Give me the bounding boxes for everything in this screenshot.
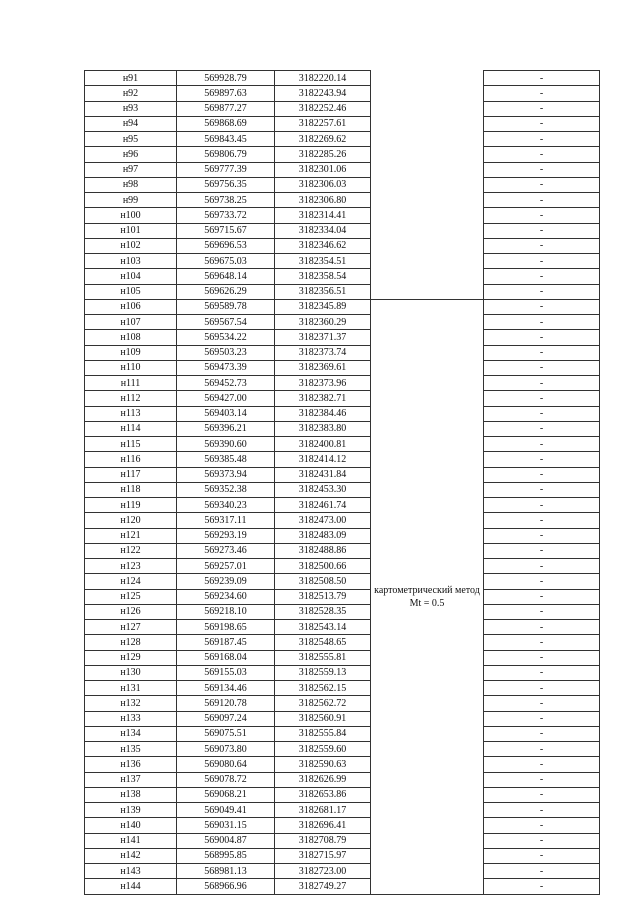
point-name-cell: н139	[85, 803, 177, 818]
point-name-cell: н138	[85, 787, 177, 802]
x-coordinate-cell: 568981.13	[177, 864, 275, 879]
point-name-cell: н128	[85, 635, 177, 650]
point-name-cell: н140	[85, 818, 177, 833]
x-coordinate-cell: 569078.72	[177, 772, 275, 787]
y-coordinate-cell: 3182383.80	[275, 421, 371, 436]
point-name-cell: н122	[85, 543, 177, 558]
x-coordinate-cell: 569452.73	[177, 376, 275, 391]
y-coordinate-cell: 3182334.04	[275, 223, 371, 238]
description-cell: -	[484, 132, 600, 147]
y-coordinate-cell: 3182354.51	[275, 254, 371, 269]
table-row	[85, 437, 600, 452]
x-coordinate-cell: 569567.54	[177, 315, 275, 330]
table-row	[85, 421, 600, 436]
y-coordinate-cell: 3182681.17	[275, 803, 371, 818]
point-name-cell: н131	[85, 681, 177, 696]
table-row	[85, 223, 600, 238]
point-name-cell: н130	[85, 665, 177, 680]
x-coordinate-cell: 569317.11	[177, 513, 275, 528]
table-row	[85, 132, 600, 147]
description-cell: -	[484, 437, 600, 452]
table-row	[85, 467, 600, 482]
method-cell-empty	[371, 132, 484, 147]
description-cell: -	[484, 787, 600, 802]
description-cell: -	[484, 559, 600, 574]
point-name-cell: н121	[85, 528, 177, 543]
x-coordinate-cell: 569049.41	[177, 803, 275, 818]
table-row	[85, 696, 600, 711]
description-cell: -	[484, 879, 600, 894]
table-row	[85, 681, 600, 696]
y-coordinate-cell: 3182483.09	[275, 528, 371, 543]
method-cell-empty	[371, 162, 484, 177]
point-name-cell: н103	[85, 254, 177, 269]
description-cell: -	[484, 803, 600, 818]
x-coordinate-cell: 569198.65	[177, 620, 275, 635]
description-cell: -	[484, 452, 600, 467]
description-cell: -	[484, 574, 600, 589]
table-row	[85, 604, 600, 619]
description-cell: -	[484, 650, 600, 665]
coordinates-sheet	[84, 70, 600, 895]
point-name-cell: н99	[85, 193, 177, 208]
y-coordinate-cell: 3182220.14	[275, 71, 371, 86]
y-coordinate-cell: 3182356.51	[275, 284, 371, 299]
description-cell: -	[484, 315, 600, 330]
description-cell: -	[484, 376, 600, 391]
point-name-cell: н134	[85, 726, 177, 741]
point-name-cell: н143	[85, 864, 177, 879]
description-cell: -	[484, 208, 600, 223]
y-coordinate-cell: 3182562.15	[275, 681, 371, 696]
x-coordinate-cell: 569155.03	[177, 665, 275, 680]
point-name-cell: н127	[85, 620, 177, 635]
x-coordinate-cell: 569626.29	[177, 284, 275, 299]
table-row	[85, 86, 600, 101]
y-coordinate-cell: 3182369.61	[275, 360, 371, 375]
x-coordinate-cell: 569004.87	[177, 833, 275, 848]
point-name-cell: н109	[85, 345, 177, 360]
point-name-cell: н135	[85, 742, 177, 757]
table-row	[85, 177, 600, 192]
method-cell-empty	[371, 147, 484, 162]
table-row	[85, 376, 600, 391]
point-name-cell: н111	[85, 376, 177, 391]
point-name-cell: н104	[85, 269, 177, 284]
description-cell: -	[484, 864, 600, 879]
point-name-cell: н113	[85, 406, 177, 421]
x-coordinate-cell: 569134.46	[177, 681, 275, 696]
x-coordinate-cell: 569120.78	[177, 696, 275, 711]
y-coordinate-cell: 3182626.99	[275, 772, 371, 787]
y-coordinate-cell: 3182314.41	[275, 208, 371, 223]
description-cell: -	[484, 589, 600, 604]
y-coordinate-cell: 3182562.72	[275, 696, 371, 711]
x-coordinate-cell: 569733.72	[177, 208, 275, 223]
table-row	[85, 650, 600, 665]
point-name-cell: н114	[85, 421, 177, 436]
description-cell: -	[484, 223, 600, 238]
point-name-cell: н95	[85, 132, 177, 147]
description-cell: -	[484, 86, 600, 101]
description-cell: -	[484, 345, 600, 360]
description-cell: -	[484, 162, 600, 177]
y-coordinate-cell: 3182513.79	[275, 589, 371, 604]
description-cell: -	[484, 330, 600, 345]
description-cell: -	[484, 711, 600, 726]
y-coordinate-cell: 3182346.62	[275, 238, 371, 253]
point-name-cell: н92	[85, 86, 177, 101]
table-row	[85, 330, 600, 345]
point-name-cell: н106	[85, 299, 177, 314]
point-name-cell: н136	[85, 757, 177, 772]
y-coordinate-cell: 3182590.63	[275, 757, 371, 772]
x-coordinate-cell: 569648.14	[177, 269, 275, 284]
table-row	[85, 116, 600, 131]
y-coordinate-cell: 3182400.81	[275, 437, 371, 452]
description-cell: -	[484, 147, 600, 162]
point-name-cell: н123	[85, 559, 177, 574]
description-cell: -	[484, 742, 600, 757]
point-name-cell: н137	[85, 772, 177, 787]
y-coordinate-cell: 3182257.61	[275, 116, 371, 131]
description-cell: -	[484, 818, 600, 833]
description-cell: -	[484, 238, 600, 253]
point-name-cell: н102	[85, 238, 177, 253]
description-cell: -	[484, 848, 600, 863]
method-cell-empty	[371, 193, 484, 208]
y-coordinate-cell: 3182473.00	[275, 513, 371, 528]
description-cell: -	[484, 482, 600, 497]
y-coordinate-cell: 3182306.03	[275, 177, 371, 192]
table-row	[85, 71, 600, 86]
description-cell: -	[484, 406, 600, 421]
table-row	[85, 269, 600, 284]
y-coordinate-cell: 3182360.29	[275, 315, 371, 330]
table-row	[85, 193, 600, 208]
x-coordinate-cell: 569589.78	[177, 299, 275, 314]
table-row	[85, 482, 600, 497]
description-cell: -	[484, 193, 600, 208]
y-coordinate-cell: 3182269.62	[275, 132, 371, 147]
x-coordinate-cell: 569777.39	[177, 162, 275, 177]
description-cell: -	[484, 177, 600, 192]
x-coordinate-cell: 569396.21	[177, 421, 275, 436]
table-row	[85, 848, 600, 863]
y-coordinate-cell: 3182560.91	[275, 711, 371, 726]
table-row	[85, 757, 600, 772]
point-name-cell: н91	[85, 71, 177, 86]
x-coordinate-cell: 569218.10	[177, 604, 275, 619]
y-coordinate-cell: 3182373.74	[275, 345, 371, 360]
coordinates-table-body	[85, 71, 600, 895]
table-row	[85, 238, 600, 253]
point-name-cell: н144	[85, 879, 177, 894]
description-cell: -	[484, 726, 600, 741]
table-row	[85, 528, 600, 543]
description-cell: -	[484, 421, 600, 436]
table-row	[85, 452, 600, 467]
point-name-cell: н105	[85, 284, 177, 299]
table-row	[85, 543, 600, 558]
y-coordinate-cell: 3182461.74	[275, 498, 371, 513]
x-coordinate-cell: 569073.80	[177, 742, 275, 757]
description-cell: -	[484, 360, 600, 375]
table-row	[85, 254, 600, 269]
x-coordinate-cell: 569239.09	[177, 574, 275, 589]
coordinates-table	[84, 70, 600, 895]
description-cell: -	[484, 254, 600, 269]
x-coordinate-cell: 569273.46	[177, 543, 275, 558]
method-cell-empty	[371, 238, 484, 253]
table-row	[85, 559, 600, 574]
point-name-cell: н101	[85, 223, 177, 238]
x-coordinate-cell: 568995.85	[177, 848, 275, 863]
description-cell: -	[484, 620, 600, 635]
x-coordinate-cell: 569806.79	[177, 147, 275, 162]
y-coordinate-cell: 3182358.54	[275, 269, 371, 284]
table-row	[85, 513, 600, 528]
y-coordinate-cell: 3182371.37	[275, 330, 371, 345]
point-name-cell: н141	[85, 833, 177, 848]
y-coordinate-cell: 3182559.13	[275, 665, 371, 680]
y-coordinate-cell: 3182306.80	[275, 193, 371, 208]
table-row	[85, 635, 600, 650]
method-cell-empty	[371, 269, 484, 284]
description-cell: -	[484, 391, 600, 406]
method-cell-empty	[371, 208, 484, 223]
y-coordinate-cell: 3182500.66	[275, 559, 371, 574]
point-name-cell: н142	[85, 848, 177, 863]
y-coordinate-cell: 3182508.50	[275, 574, 371, 589]
table-row	[85, 391, 600, 406]
point-name-cell: н115	[85, 437, 177, 452]
table-row	[85, 345, 600, 360]
method-cell-empty	[371, 86, 484, 101]
point-name-cell: н120	[85, 513, 177, 528]
description-cell: -	[484, 467, 600, 482]
y-coordinate-cell: 3182723.00	[275, 864, 371, 879]
point-name-cell: н125	[85, 589, 177, 604]
description-cell: -	[484, 116, 600, 131]
description-cell: -	[484, 101, 600, 116]
method-cell-empty	[371, 284, 484, 299]
description-cell: -	[484, 757, 600, 772]
table-row	[85, 147, 600, 162]
y-coordinate-cell: 3182373.96	[275, 376, 371, 391]
y-coordinate-cell: 3182301.06	[275, 162, 371, 177]
x-coordinate-cell: 569897.63	[177, 86, 275, 101]
y-coordinate-cell: 3182243.94	[275, 86, 371, 101]
point-name-cell: н129	[85, 650, 177, 665]
point-name-cell: н124	[85, 574, 177, 589]
y-coordinate-cell: 3182555.84	[275, 726, 371, 741]
point-name-cell: н110	[85, 360, 177, 375]
x-coordinate-cell: 569696.53	[177, 238, 275, 253]
method-cell-empty	[371, 223, 484, 238]
table-row	[85, 162, 600, 177]
point-name-cell: н117	[85, 467, 177, 482]
method-cell-empty	[371, 116, 484, 131]
x-coordinate-cell: 569738.25	[177, 193, 275, 208]
description-cell: -	[484, 833, 600, 848]
table-row	[85, 742, 600, 757]
point-name-cell: н126	[85, 604, 177, 619]
x-coordinate-cell: 569868.69	[177, 116, 275, 131]
x-coordinate-cell: 569075.51	[177, 726, 275, 741]
x-coordinate-cell: 569257.01	[177, 559, 275, 574]
x-coordinate-cell: 569385.48	[177, 452, 275, 467]
description-cell: -	[484, 498, 600, 513]
point-name-cell: н118	[85, 482, 177, 497]
table-row	[85, 864, 600, 879]
y-coordinate-cell: 3182715.97	[275, 848, 371, 863]
point-name-cell: н93	[85, 101, 177, 116]
description-cell: -	[484, 299, 600, 314]
method-cell-empty	[371, 254, 484, 269]
y-coordinate-cell: 3182431.84	[275, 467, 371, 482]
y-coordinate-cell: 3182543.14	[275, 620, 371, 635]
point-name-cell: н98	[85, 177, 177, 192]
y-coordinate-cell: 3182252.46	[275, 101, 371, 116]
method-cell-empty	[371, 177, 484, 192]
point-name-cell: н116	[85, 452, 177, 467]
description-cell: -	[484, 71, 600, 86]
x-coordinate-cell: 569534.22	[177, 330, 275, 345]
table-row	[85, 818, 600, 833]
point-name-cell: н94	[85, 116, 177, 131]
y-coordinate-cell: 3182559.60	[275, 742, 371, 757]
x-coordinate-cell: 569427.00	[177, 391, 275, 406]
x-coordinate-cell: 569352.38	[177, 482, 275, 497]
method-cell-empty	[371, 101, 484, 116]
x-coordinate-cell: 569168.04	[177, 650, 275, 665]
table-row	[85, 208, 600, 223]
description-cell: -	[484, 513, 600, 528]
y-coordinate-cell: 3182555.81	[275, 650, 371, 665]
x-coordinate-cell: 569187.45	[177, 635, 275, 650]
x-coordinate-cell: 568966.96	[177, 879, 275, 894]
description-cell: -	[484, 635, 600, 650]
table-row	[85, 879, 600, 894]
table-row	[85, 726, 600, 741]
point-name-cell: н97	[85, 162, 177, 177]
table-row	[85, 711, 600, 726]
table-row	[85, 833, 600, 848]
table-row	[85, 315, 600, 330]
y-coordinate-cell: 3182696.41	[275, 818, 371, 833]
table-row	[85, 803, 600, 818]
x-coordinate-cell: 569234.60	[177, 589, 275, 604]
x-coordinate-cell: 569928.79	[177, 71, 275, 86]
point-name-cell: н96	[85, 147, 177, 162]
table-row	[85, 665, 600, 680]
description-cell: -	[484, 665, 600, 680]
table-row	[85, 589, 600, 604]
table-row	[85, 299, 600, 314]
y-coordinate-cell: 3182382.71	[275, 391, 371, 406]
x-coordinate-cell: 569675.03	[177, 254, 275, 269]
table-row	[85, 406, 600, 421]
description-cell: -	[484, 528, 600, 543]
x-coordinate-cell: 569031.15	[177, 818, 275, 833]
point-name-cell: н133	[85, 711, 177, 726]
x-coordinate-cell: 569877.27	[177, 101, 275, 116]
x-coordinate-cell: 569068.21	[177, 787, 275, 802]
y-coordinate-cell: 3182749.27	[275, 879, 371, 894]
description-cell: -	[484, 772, 600, 787]
y-coordinate-cell: 3182414.12	[275, 452, 371, 467]
x-coordinate-cell: 569097.24	[177, 711, 275, 726]
point-name-cell: н100	[85, 208, 177, 223]
y-coordinate-cell: 3182653.86	[275, 787, 371, 802]
x-coordinate-cell: 569403.14	[177, 406, 275, 421]
x-coordinate-cell: 569473.39	[177, 360, 275, 375]
description-cell: -	[484, 269, 600, 284]
y-coordinate-cell: 3182708.79	[275, 833, 371, 848]
x-coordinate-cell: 569373.94	[177, 467, 275, 482]
y-coordinate-cell: 3182285.26	[275, 147, 371, 162]
y-coordinate-cell: 3182453.30	[275, 482, 371, 497]
point-name-cell: н107	[85, 315, 177, 330]
point-name-cell: н119	[85, 498, 177, 513]
x-coordinate-cell: 569503.23	[177, 345, 275, 360]
x-coordinate-cell: 569080.64	[177, 757, 275, 772]
table-row	[85, 787, 600, 802]
y-coordinate-cell: 3182384.46	[275, 406, 371, 421]
method-cell: картометрический метод Mt = 0.5	[371, 299, 484, 894]
y-coordinate-cell: 3182345.89	[275, 299, 371, 314]
x-coordinate-cell: 569340.23	[177, 498, 275, 513]
y-coordinate-cell: 3182548.65	[275, 635, 371, 650]
description-cell: -	[484, 543, 600, 558]
point-name-cell: н108	[85, 330, 177, 345]
y-coordinate-cell: 3182528.35	[275, 604, 371, 619]
x-coordinate-cell: 569715.67	[177, 223, 275, 238]
x-coordinate-cell: 569843.45	[177, 132, 275, 147]
description-cell: -	[484, 696, 600, 711]
table-row	[85, 620, 600, 635]
table-row	[85, 284, 600, 299]
point-name-cell: н132	[85, 696, 177, 711]
description-cell: -	[484, 681, 600, 696]
x-coordinate-cell: 569293.19	[177, 528, 275, 543]
table-row	[85, 360, 600, 375]
table-row	[85, 498, 600, 513]
table-row	[85, 101, 600, 116]
table-row	[85, 772, 600, 787]
y-coordinate-cell: 3182488.86	[275, 543, 371, 558]
description-cell: -	[484, 284, 600, 299]
description-cell: -	[484, 604, 600, 619]
x-coordinate-cell: 569756.35	[177, 177, 275, 192]
method-cell-empty	[371, 71, 484, 86]
table-row	[85, 574, 600, 589]
point-name-cell: н112	[85, 391, 177, 406]
x-coordinate-cell: 569390.60	[177, 437, 275, 452]
